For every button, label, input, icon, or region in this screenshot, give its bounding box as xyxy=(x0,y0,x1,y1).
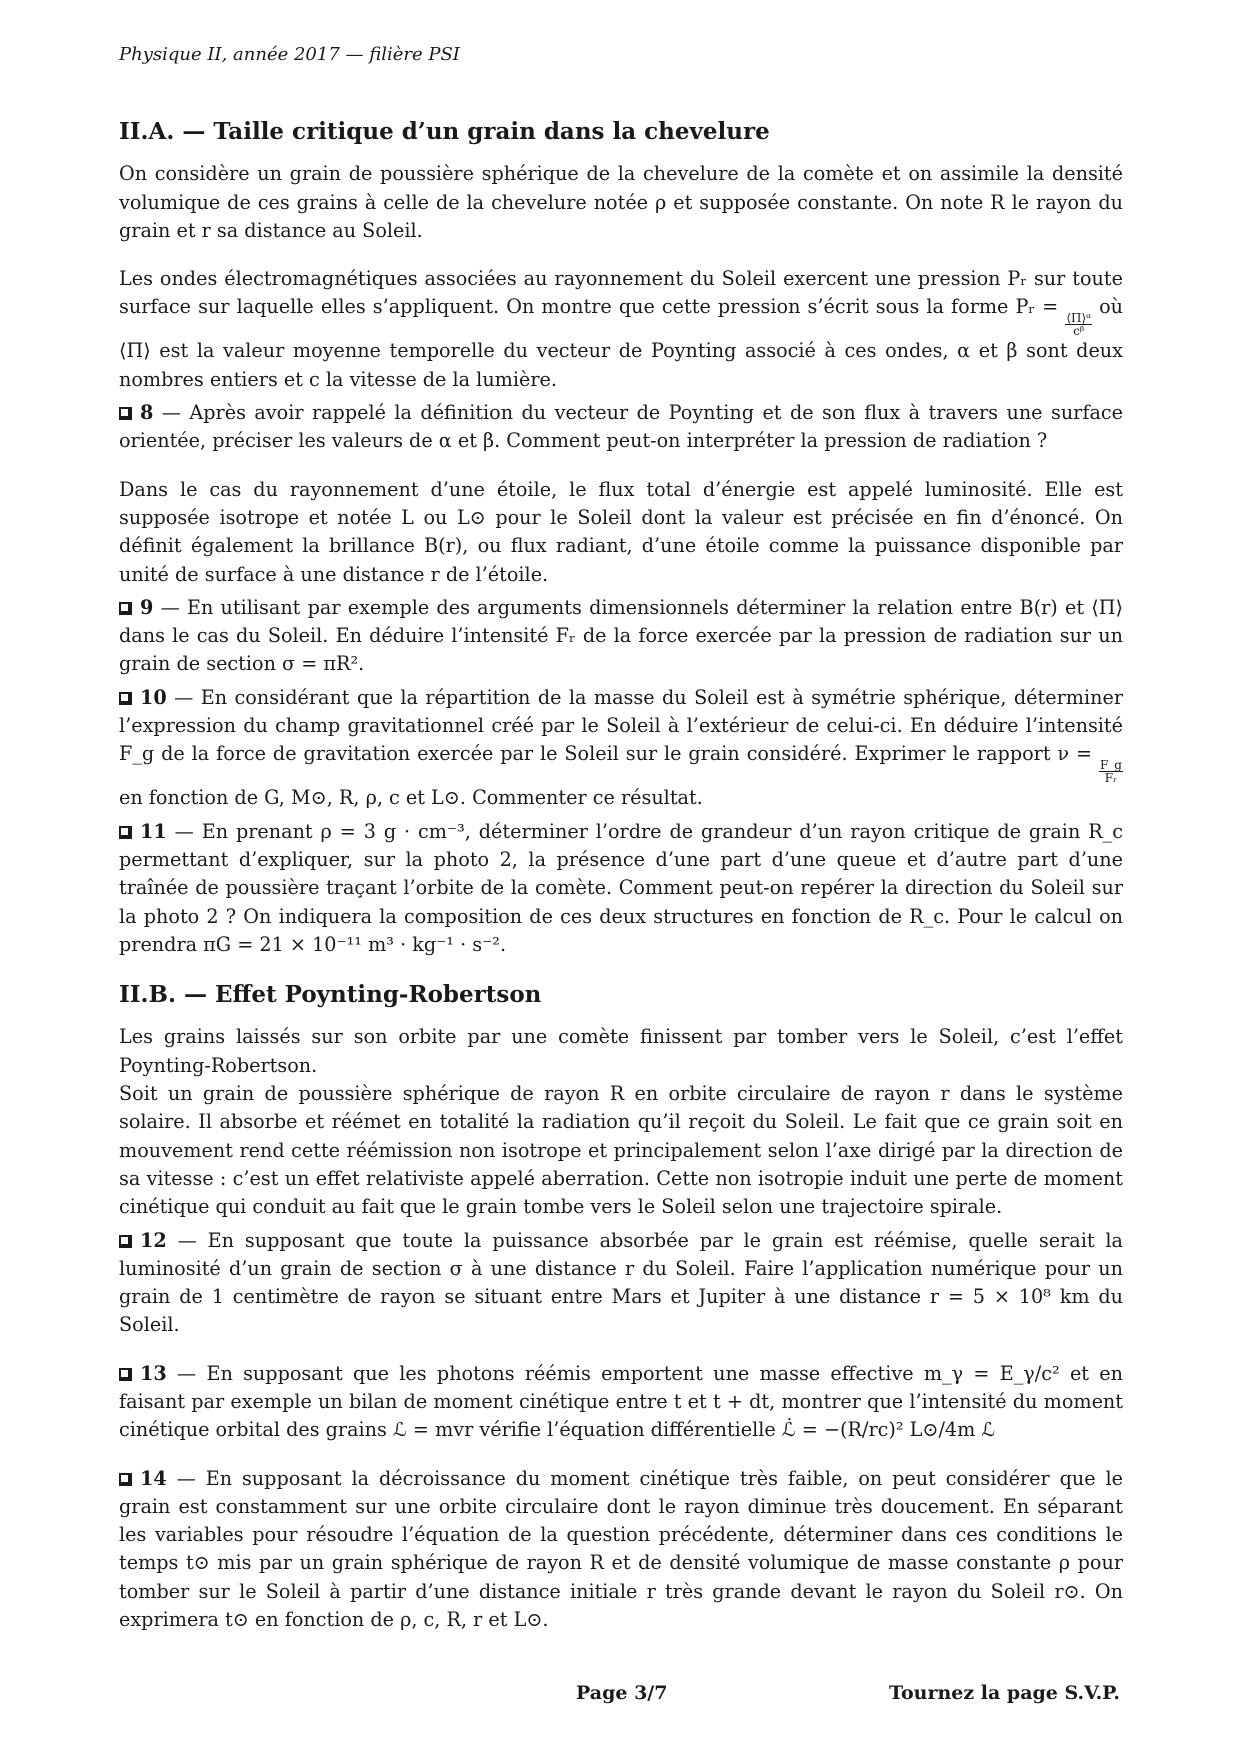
ratio-fraction-denominator: Fᵣ xyxy=(1104,771,1118,786)
checkbox-icon xyxy=(119,407,132,420)
question-number: 9 xyxy=(140,595,154,619)
pressure-text-end: où ⟨Π⟩ est la valeur moyenne temporelle du vecteur de Poynting associé à ces ondes, α et β sont deux nombres entiers et c la vitesse de la lumière. xyxy=(119,295,1123,391)
question-number: 11 xyxy=(140,819,167,843)
ratio-fraction xyxy=(1099,759,1123,784)
question-11 xyxy=(119,818,1123,959)
running-header: Physique II, année 2017 — filière PSI xyxy=(119,44,460,65)
checkbox-icon xyxy=(119,1235,132,1248)
question-number: 8 xyxy=(140,401,154,425)
question-text: — Après avoir rappelé la définition du vecteur de Poynting et de son flux à travers une surface orientée, préciser les valeurs de α et β. Comment peut-on interpréter la pression de radiation ? xyxy=(119,401,1123,453)
paragraph-grain-definition: On considère un grain de poussière sphérique de la chevelure de la comète et on assimile la densité volumique de ces grains à celle de la chevelure notée ρ et supposée constante. On note R le rayon du grain et r sa distance au Soleil. xyxy=(119,162,1123,242)
question-text: — En utilisant par exemple des arguments dimensionnels déterminer la relation entre B(r) et ⟨Π⟩ dans le cas du Soleil. En déduire l’intensité Fᵣ de la force exercée par la pression de radiation sur un grain de section σ = πR². xyxy=(119,595,1123,676)
question-9 xyxy=(119,594,1123,679)
checkbox-icon xyxy=(119,826,132,839)
question-text: — En supposant que toute la puissance absorbée par le grain est réémise, quelle serait la luminosité d’un grain de section σ à une distance r du Soleil. Faire l’application numérique pour un grain de 1 centimètre de rayon se situant entre Mars et Jupiter à une distance r = 5 × 10⁸ km du Soleil. xyxy=(119,1228,1123,1337)
question-13 xyxy=(119,1360,1123,1445)
checkbox-icon xyxy=(119,602,132,615)
pressure-fraction-numerator: ⟨Π⟩ᵅ xyxy=(1066,311,1091,326)
paragraph-poynting-robertson: Les grains laissés sur son orbite par une comète finissent par tomber vers le Soleil, c’est l’effet Poynting-Robertson. xyxy=(119,1025,1123,1077)
question-12 xyxy=(119,1227,1123,1340)
question-number: 12 xyxy=(140,1228,167,1252)
question-number: 14 xyxy=(140,1466,167,1490)
question-text: — En supposant la décroissance du moment cinétique très faible, on peut considérer que le grain est constamment sur une orbite circulaire dont le rayon diminue très doucement. En séparant les variables pour résoudre l’équation de la question précédente, déterminer dans ces conditions le temps t⊙ mis par un grain sphérique de rayon R et de densité volumique de masse constante ρ pour tomber sur le Soleil à partir d’une distance initiale r très grande devant le rayon du Soleil r⊙. On exprimera t⊙ en fonction de ρ, c, R, r et L⊙. xyxy=(119,1466,1123,1632)
question-text-end: en fonction de G, M⊙, R, ρ, c et L⊙. Commenter ce résultat. xyxy=(119,786,703,810)
question-number: 10 xyxy=(140,685,167,709)
checkbox-icon xyxy=(119,1368,132,1381)
pressure-text-start: Les ondes électromagnétiques associées au rayonnement du Soleil exercent une pression Pᵣ sur toute surface sur laquelle elles s’appliquent. On montre que cette pression s’écrit sous la forme Pᵣ = xyxy=(119,267,1123,319)
section-title-iib: II.B. — Effet Poynting-Robertson xyxy=(119,981,542,1009)
question-8 xyxy=(119,399,1123,456)
question-text: — En prenant ρ = 3 g · cm⁻³, déterminer l’ordre de grandeur d’un rayon critique de grain R_c permettant d’expliquer, sur la photo 2, la présence d’une part d’une queue et d’autre part d’une traînée de poussière traçant l’orbite de la comète. Comment peut-on repérer la direction du Soleil sur la photo 2 ? On indiquera la composition de ces deux structures en fonction de R_c. Pour le calcul on prendra πG = 21 × 10⁻¹¹ m³ · kg⁻¹ · s⁻². xyxy=(119,819,1123,956)
question-10 xyxy=(119,684,1123,813)
ratio-fraction-numerator: F_g xyxy=(1099,758,1122,773)
checkbox-icon xyxy=(119,1473,132,1486)
paragraph-luminosity: Dans le cas du rayonnement d’une étoile, le flux total d’énergie est appelé luminosité. Elle est supposée isotrope et notée L ou L⊙ pour le Soleil dont la valeur est précisée en fin d’énoncé. On définit également la brillance B(r), ou flux radiant, d’une étoile comme la puissance disponible par unité de surface à une distance r de l’étoile. xyxy=(119,477,1123,586)
pressure-fraction-denominator: cᵝ xyxy=(1073,324,1085,339)
document-body xyxy=(119,118,1123,1634)
paragraph-radiation-pressure xyxy=(119,265,1123,394)
checkbox-icon xyxy=(119,692,132,705)
page-number: Page 3/7 xyxy=(576,1682,668,1704)
turn-page-note: Tournez la page S.V.P. xyxy=(889,1682,1120,1704)
question-text: — En considérant que la répartition de la masse du Soleil est à symétrie sphérique, déterminer l’expression du champ gravitationnel créé par le Soleil à l’extérieur de celui-ci. En déduire l’intensité F_g de la force de gravitation exercée par le Soleil sur le grain considéré. Exprimer le rapport ν = xyxy=(119,685,1123,766)
question-14 xyxy=(119,1465,1123,1635)
question-number: 13 xyxy=(140,1361,167,1385)
pressure-fraction xyxy=(1065,312,1092,337)
section-title-iia: II.A. — Taille critique d’un grain dans la chevelure xyxy=(119,118,770,145)
paragraph-circular-orbit: Soit un grain de poussière sphérique de rayon R en orbite circulaire de rayon r dans le système solaire. Il absorbe et réémet en totalité la radiation qu’il reçoit du Soleil. Le fait que ce grain soit en mouvement rend cette réémission non isotrope et principalement selon l’axe dirigé par la direction de sa vitesse : c’est un effet relativiste appelé aberration. Cette non isotropie induit une perte de moment cinétique qui conduit au fait que le grain tombe vers le Soleil selon une trajectoire spirale. xyxy=(119,1082,1123,1219)
question-text: — En supposant que les photons réémis emportent une masse effective m_γ = E_γ/c² et en faisant par exemple un bilan de moment cinétique entre t et t + dt, montrer que l’intensité du moment cinétique orbital des grains ℒ = mvr vérifie l’équation différentielle ℒ̇ = −(R/rc)² L⊙/4m ℒ xyxy=(119,1361,1123,1442)
